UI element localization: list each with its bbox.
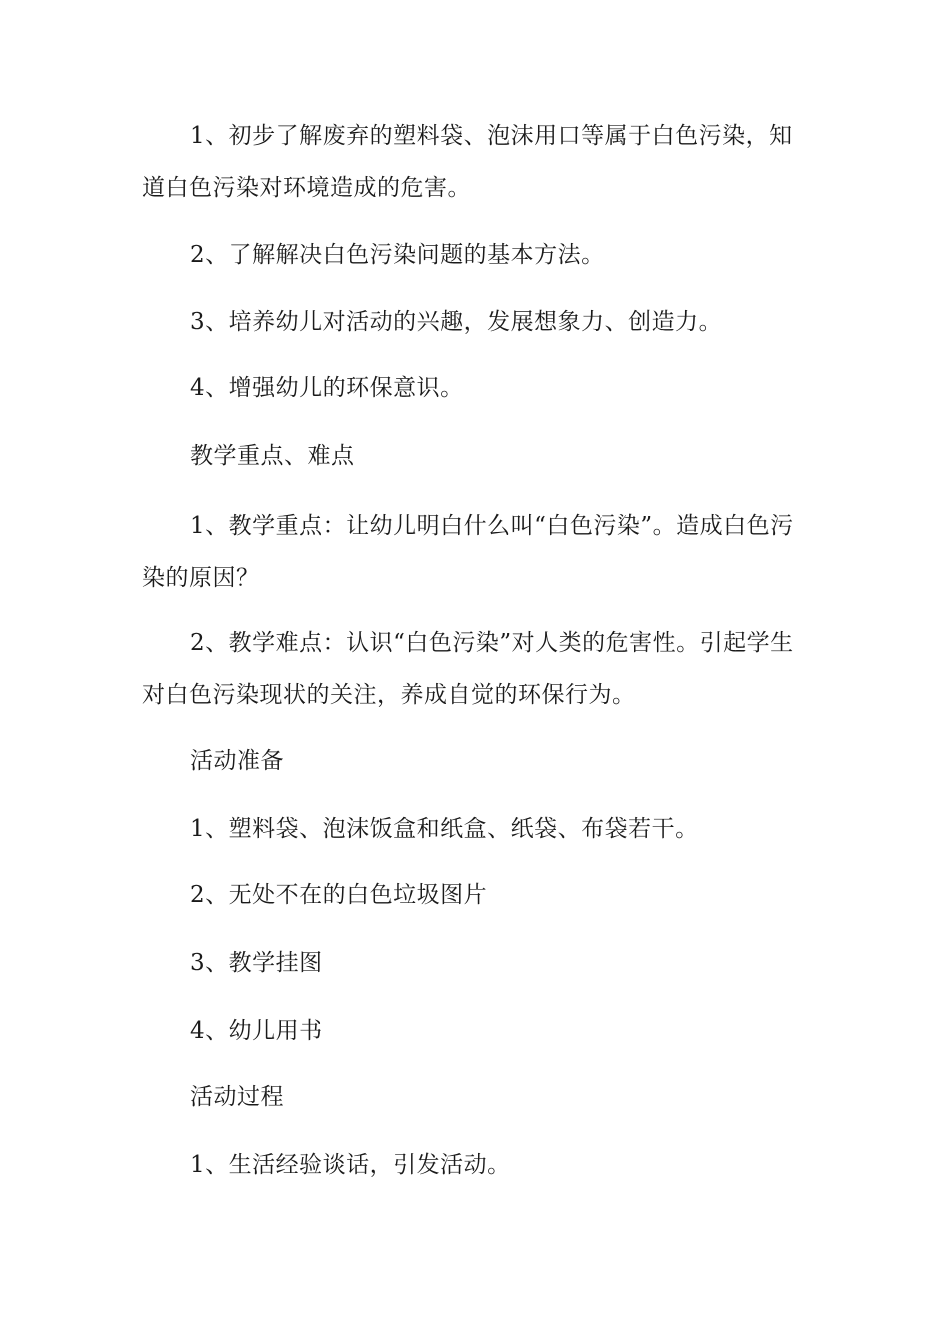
preparation-3: 3、教学挂图 <box>190 950 323 976</box>
preparation-2: 2、无处不在的白色垃圾图片 <box>190 882 488 908</box>
preparation-1: 1、塑料袋、泡沫饭盒和纸盒、纸袋、布袋若干。 <box>190 816 699 842</box>
key-point-1: 1、教学重点：让幼儿明白什么叫“白色污染”。造成白色污染的原因？ <box>142 513 794 591</box>
objective-3: 3、培养幼儿对活动的兴趣，发展想象力、创造力。 <box>190 309 723 335</box>
key-point-2: 2、教学难点：认识“白色污染”对人类的危害性。引起学生对白色污染现状的关注，养成自觉的环保行为。 <box>142 630 794 708</box>
objective-4: 4、增强幼儿的环保意识。 <box>190 375 464 401</box>
section-heading-process: 活动过程 <box>190 1084 284 1110</box>
objective-1: 1、初步了解废弃的塑料袋、泡沫用口等属于白色污染，知道白色污染对环境造成的危害。 <box>142 123 793 201</box>
section-heading-key-points: 教学重点、难点 <box>190 443 355 469</box>
preparation-4: 4、幼儿用书 <box>190 1018 323 1044</box>
objective-2: 2、了解解决白色污染问题的基本方法。 <box>190 242 605 268</box>
section-heading-preparation: 活动准备 <box>190 748 284 774</box>
process-1: 1、生活经验谈话，引发活动。 <box>190 1152 511 1178</box>
